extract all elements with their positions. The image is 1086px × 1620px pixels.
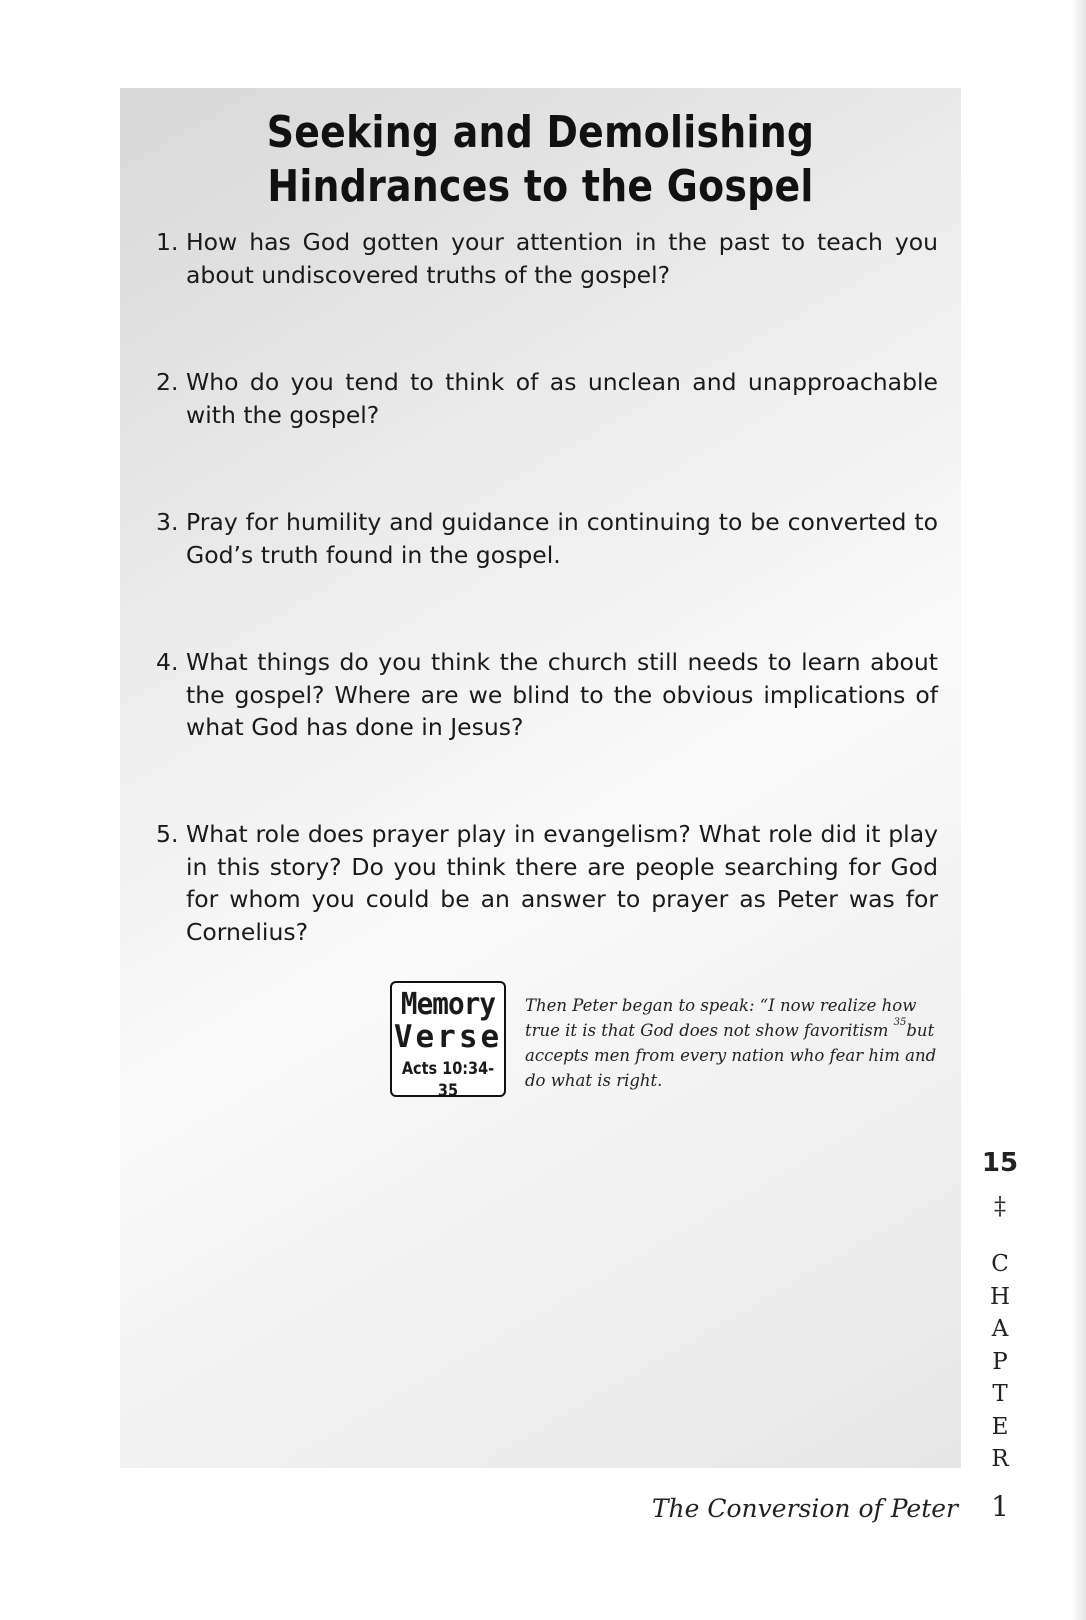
question-number: 2. — [156, 368, 179, 396]
question-text: Who do you tend to think of as unclean and unapproachable with the gospel? — [186, 368, 938, 429]
question-number: 4. — [156, 648, 179, 676]
study-panel — [120, 88, 961, 1468]
page-edge-shadow — [1072, 0, 1086, 1620]
chapter-letter: P — [992, 1348, 1008, 1375]
question-1 — [156, 226, 938, 291]
question-4 — [156, 646, 938, 744]
verse-text-part-1: Then Peter began to speak: “I now realize how true it is that God does not show favoritism — [525, 996, 917, 1040]
question-text: How has God gotten your attention in the past to teach you about undiscovered truths of the gospel? — [186, 228, 938, 289]
chapter-letter: E — [991, 1413, 1009, 1440]
question-number: 3. — [156, 508, 179, 536]
chapter-letter: H — [989, 1283, 1011, 1310]
chapter-number: 1 — [991, 1490, 1009, 1523]
title-line-1: Seeking and Demolishing — [266, 107, 815, 158]
question-2 — [156, 366, 938, 431]
chapter-vertical-label — [970, 1248, 1030, 1476]
memory-verse-label-1: Memory — [400, 987, 496, 1022]
chapter-letter: C — [991, 1251, 1009, 1277]
memory-verse-badge — [390, 981, 506, 1097]
memory-verse-reference: Acts 10:34-35 — [401, 1059, 495, 1097]
memory-verse-text — [525, 993, 937, 1093]
memory-verse-label-2: Verse — [393, 1019, 503, 1055]
book-title: The Conversion of Peter — [651, 1494, 958, 1523]
chapter-letter: T — [992, 1381, 1008, 1407]
page-title — [179, 106, 902, 214]
question-3 — [156, 506, 938, 571]
dagger-icon: ‡ — [994, 1192, 1006, 1220]
verse-text-part-2: but accepts men from every nation who fear him and do what is right. — [525, 1021, 937, 1090]
chapter-letter: R — [991, 1446, 1009, 1472]
question-text: What things do you think the church still needs to learn about the gospel? Where are we blind to the obvious implications of what God has done in Jesus? — [186, 648, 938, 741]
question-number: 1. — [156, 228, 179, 256]
question-text: Pray for humility and guidance in continuing to be converted to God’s truth found in the gospel. — [186, 508, 938, 569]
chapter-letter: A — [991, 1316, 1009, 1342]
page-number: 15 — [981, 1148, 1019, 1178]
question-number: 5. — [156, 820, 179, 848]
title-line-2: Hindrances to the Gospel — [267, 161, 814, 212]
question-5 — [156, 818, 938, 948]
question-text: What role does prayer play in evangelism? What role did it play in this story? Do you think there are people searching for God for whom you could be an answer to prayer as Peter was for Cornelius? — [186, 820, 938, 946]
verse-number: 35 — [893, 1017, 907, 1028]
